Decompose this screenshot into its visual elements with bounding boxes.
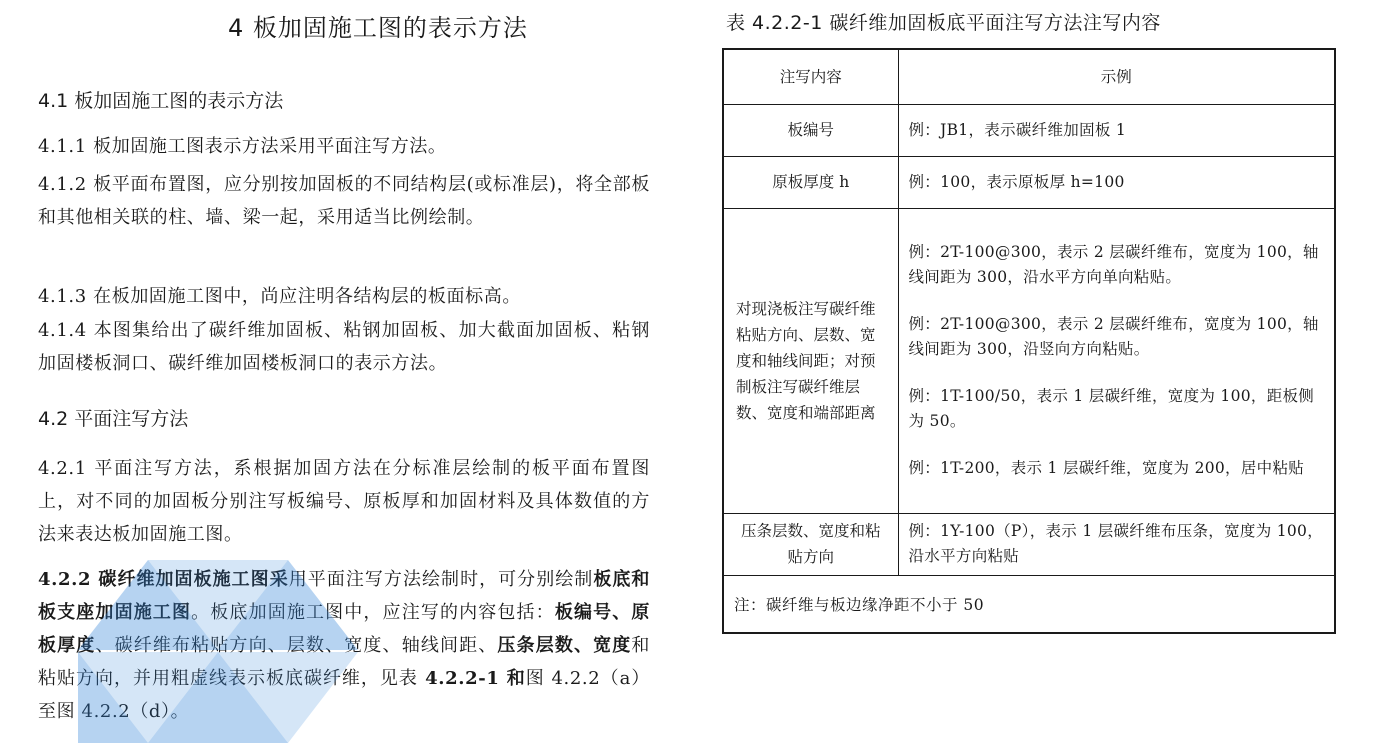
annotation-table xyxy=(722,48,1336,634)
bold-run: 4.2.2-1 和 xyxy=(417,668,526,689)
example-item: 例：2T-100@300，表示 2 层碳纤维布，宽度为 100，轴线间距为 300，沿水平方向单向粘贴。 xyxy=(908,243,1319,286)
row-label-slab-thickness: 原板厚度 h xyxy=(723,156,898,208)
bold-run: 板编号、原板厚度 xyxy=(38,602,650,656)
section-4-1-heading: 4.1 板加固施工图的表示方法 xyxy=(38,90,284,112)
table-caption: 表 4.2.2-1 碳纤维加固板底平面注写方法注写内容 xyxy=(726,12,1161,34)
paragraph-4-2-1: 4.2.1 平面注写方法，系根据加固方法在分标准层绘制的板平面布置图上，对不同的加固板分别注写板编号、原板厚和加固材料及具体数值的方法来表达板加固施工图。 xyxy=(38,458,650,545)
paragraph-4-1-2: 4.1.2 板平面布置图，应分别按加固板的不同结构层(或标准层)，将全部板和其他相关联的柱、墙、梁一起，采用适当比例绘制。 xyxy=(38,174,650,228)
table-row xyxy=(723,208,1335,513)
row-label-slab-number: 板编号 xyxy=(723,104,898,156)
table-header-row xyxy=(723,49,1335,104)
row-example-slab-thickness: 例：100，表示原板厚 h=100 xyxy=(898,156,1335,208)
example-item: 例：1T-200，表示 1 层碳纤维，宽度为 200，居中粘贴 xyxy=(908,459,1305,477)
table-row xyxy=(723,513,1335,575)
section-4-2-heading: 4.2 平面注写方法 xyxy=(38,408,189,430)
example-item: 例：1T-100/50，表示 1 层碳纤维，宽度为 100，距板侧为 50。 xyxy=(908,387,1315,430)
row-examples-cfrp-layout xyxy=(898,208,1335,513)
table-row xyxy=(723,156,1335,208)
row-example-pressure-strip: 例：1Y-100（P），表示 1 层碳纤维布压条，宽度为 100，沿水平方向粘贴 xyxy=(898,513,1335,575)
bold-run: 压条层数、宽度 xyxy=(497,635,632,656)
paragraph-4-1-4: 4.1.4 本图集给出了碳纤维加固板、粘钢加固板、加大截面加固板、粘钢加固楼板洞口、碳纤维加固楼板洞口的表示方法。 xyxy=(38,320,650,374)
text-run: 和粘贴方向，并用粗虚线表示板底碳纤维，见表 xyxy=(38,635,651,689)
bold-run: 板底和板支座加固施工图 xyxy=(38,569,650,623)
table-row xyxy=(723,104,1335,156)
header-example: 示例 xyxy=(898,49,1335,104)
bold-run: 碳纤维加固板施工图采 xyxy=(91,569,289,590)
row-label-pressure-strip: 压条层数、宽度和粘贴方向 xyxy=(723,513,898,575)
header-annotation-content: 注写内容 xyxy=(723,49,898,104)
paragraph-4-1-3: 4.1.3 在板加固施工图中，尚应注明各结构层的板面标高。 xyxy=(38,286,521,307)
text-run: 图 4.2.2（a）至图 4.2.2（d）。 xyxy=(38,668,650,722)
text-run: 、碳纤维布粘贴方向、层数、宽度、轴线间距、 xyxy=(95,635,498,656)
row-example-slab-number: 例：JB1，表示碳纤维加固板 1 xyxy=(898,104,1335,156)
text-run: 。板底加固施工图中，应注写的内容包括： xyxy=(191,602,555,623)
paragraph-4-1-1: 4.1.1 板加固施工图表示方法采用平面注写方法。 xyxy=(38,136,447,157)
para-num: 4.2.2 xyxy=(38,569,92,590)
paragraph-4-2-2 xyxy=(38,563,650,728)
chapter-title: 4 板加固施工图的表示方法 xyxy=(228,14,528,42)
table-note-row xyxy=(723,575,1335,633)
text-run: 用平面注写方法绘制时，可分别绘制 xyxy=(288,569,594,590)
example-item: 例：2T-100@300，表示 2 层碳纤维布，宽度为 100，轴线间距为 300，沿竖向方向粘贴。 xyxy=(908,315,1319,358)
row-label-cfrp-layout: 对现浇板注写碳纤维粘贴方向、层数、宽度和轴线间距；对预制板注写碳纤维层数、宽度和端部距离 xyxy=(723,208,898,513)
table-note: 注：碳纤维与板边缘净距不小于 50 xyxy=(723,575,1335,633)
